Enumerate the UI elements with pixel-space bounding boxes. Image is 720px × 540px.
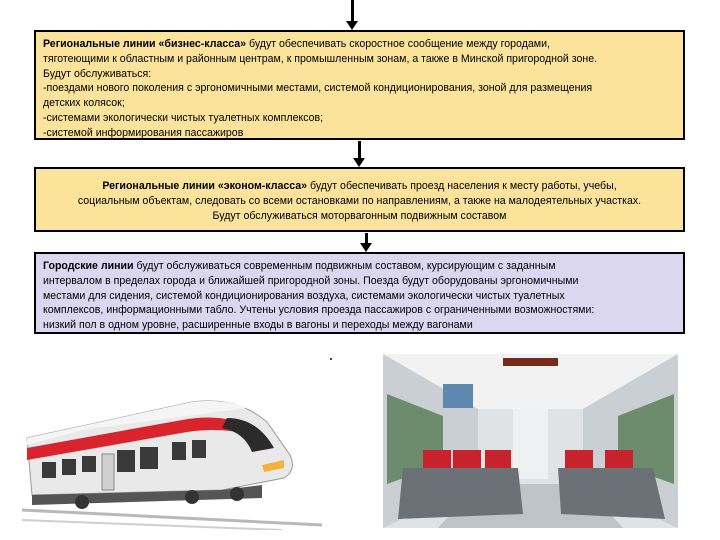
arrow-head-2 — [360, 243, 372, 252]
business-class-box — [34, 30, 685, 140]
arrow-head-1 — [353, 158, 365, 167]
economy-class-box — [34, 167, 685, 232]
box1-line1: Региональные линии «бизнес-класса» будут обеспечивать скоростное сообщение между городами, — [43, 38, 550, 50]
box2-line1: Региональные линии «эконом-класса» будут обеспечивать проезд населения к месту работы, учебы, — [102, 180, 617, 192]
box2-line2: социальным объектам, следовать со всеми остановками по направлениям, а также на малодеятельных участках. — [77, 194, 642, 207]
box1-line5: детских колясок; — [43, 97, 125, 110]
arrow-head-top — [346, 21, 358, 30]
box2-line3: Будут обслуживаться моторвагонным подвижным составом — [212, 209, 507, 222]
train-exterior-svg — [22, 360, 332, 530]
box2-title: Региональные линии «эконом-класса» — [102, 180, 308, 192]
box1-line4: -поездами нового поколения с эргономичными местами, системой кондиционирования, зоной для размещения — [43, 82, 593, 95]
box1-line7: -системой информирования пассажиров — [43, 126, 244, 139]
connector-arrow-top — [351, 0, 354, 22]
train-exterior-image — [22, 360, 332, 530]
box3-line2: интервалом в пределах города и ближайшей пригородной зоны. Поезда будут оборудованы эргономичными — [43, 274, 579, 287]
train-interior-svg — [383, 354, 678, 528]
box1-line6: -системами экологически чистых туалетных комплексов; — [43, 111, 324, 124]
box3-line1: Городские линии будут обслуживаться современным подвижным составом, курсирующим с заданным — [43, 260, 556, 272]
box3-line5: низкий пол в одном уровне, расширенные входы в вагоны и переходы между вагонами — [43, 319, 473, 332]
train-interior-image — [383, 354, 678, 528]
box1-line3: Будут обслуживаться: — [43, 67, 152, 80]
city-lines-box — [34, 252, 685, 334]
box3-line3: местами для сидения, системой кондиционирования воздуха, системами экологически чистых туалетных — [43, 289, 565, 302]
box1-title: Региональные линии «бизнес-класса» — [43, 38, 247, 50]
box3-title: Городские линии — [43, 260, 134, 272]
box1-line2: тяготеющими к областным и районным центрам, к промышленным зонам, а также в Минской пригородной зоне. — [43, 52, 598, 65]
box3-line4: комплексов, информационными табло. Учтены условия проезда пассажиров с ограниченными возможностями: — [43, 304, 595, 317]
connector-arrow-1 — [358, 141, 361, 159]
